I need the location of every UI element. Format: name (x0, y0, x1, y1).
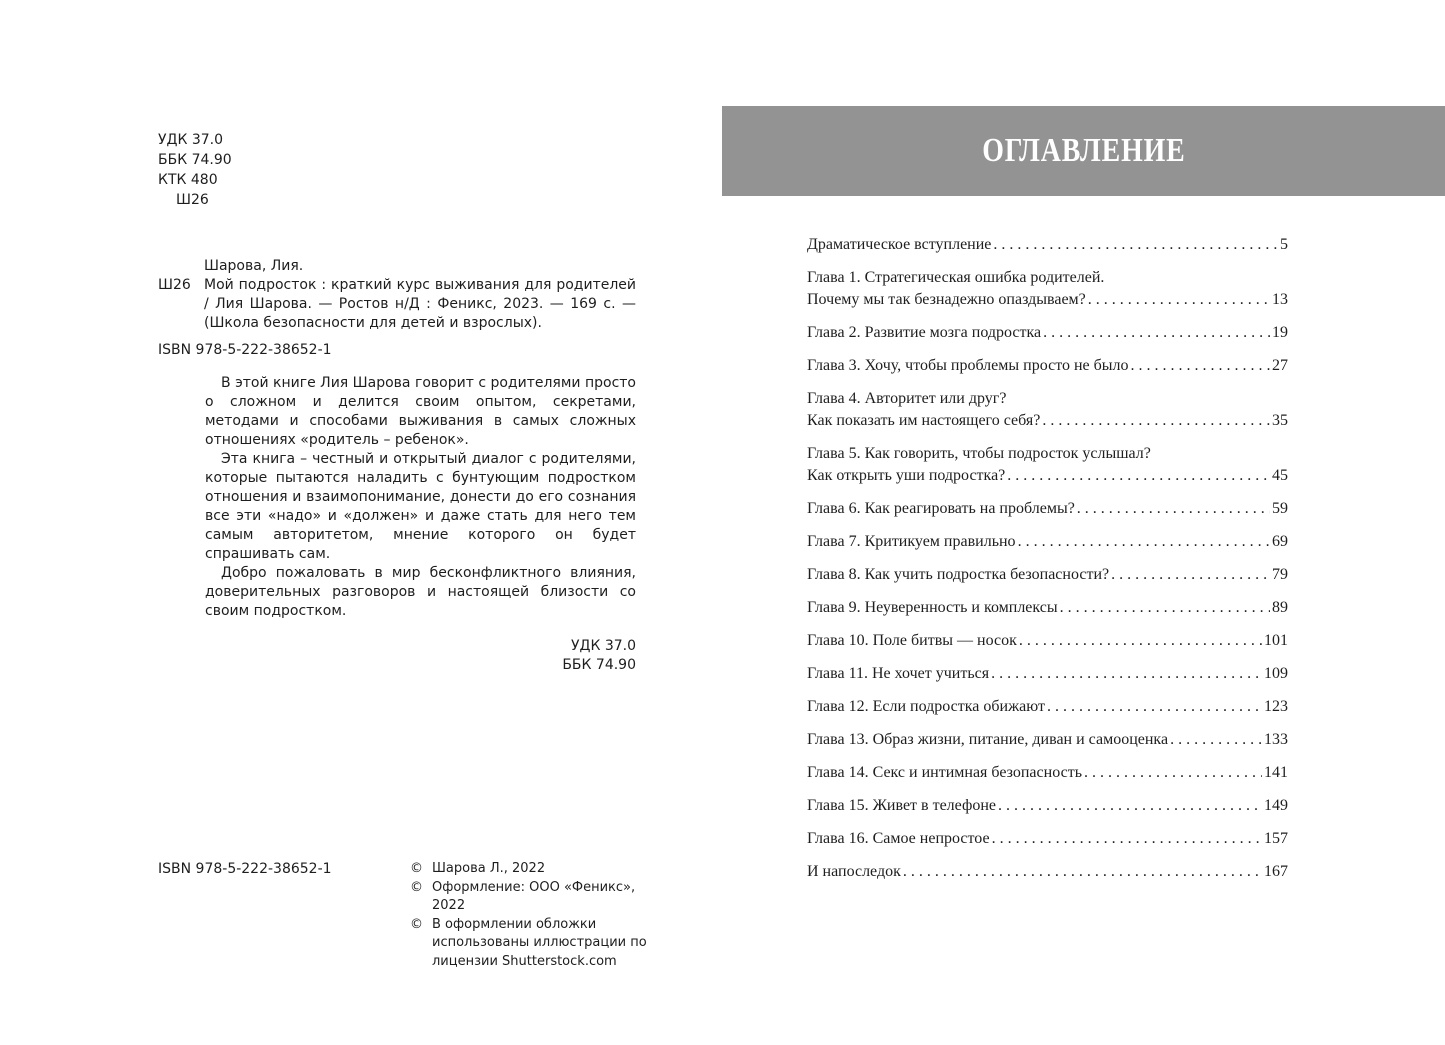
toc-entry[interactable] (807, 729, 1288, 751)
toc-entry-title: Глава 12. Если подростка обижают (807, 698, 1045, 715)
toc-entry-title: Глава 7. Критикуем правильно (807, 533, 1016, 550)
toc-dot-leader (1131, 355, 1270, 377)
toc-entry[interactable] (807, 267, 1288, 311)
toc-dot-leader (991, 663, 1262, 685)
toc-dot-leader (1084, 762, 1262, 784)
classification-codes (158, 130, 232, 210)
toc-entry-line (807, 289, 1288, 311)
annotation-udk: УДК 37.0 (570, 638, 636, 654)
toc-dot-leader (992, 828, 1262, 850)
toc-entry-line (807, 465, 1288, 487)
copyright-line (410, 916, 660, 972)
toc-page-number: 149 (1264, 797, 1288, 814)
toc-entry-title: Глава 15. Живет в телефоне (807, 797, 996, 814)
toc-page-number: 45 (1272, 467, 1288, 484)
toc-entry[interactable] (807, 828, 1288, 850)
toc-dot-leader (1077, 498, 1270, 520)
toc-entry-title: Почему мы так безнадежно опаздываем? (807, 291, 1086, 308)
toc-page-number: 141 (1264, 764, 1288, 781)
toc-entry-heading: Глава 5. Как говорить, чтобы подросток услышал? (807, 445, 1151, 462)
toc-page-number: 167 (1264, 863, 1288, 880)
toc-page-number: 133 (1264, 731, 1288, 748)
toc-entry[interactable] (807, 355, 1288, 377)
toc-entry[interactable] (807, 564, 1288, 586)
toc-entry-line (807, 531, 1288, 553)
ktk-code: КТК 480 (158, 172, 218, 188)
toc-page-number: 109 (1264, 665, 1288, 682)
toc-entry-title: Глава 14. Секс и интимная безопасность (807, 764, 1082, 781)
toc-page-number: 13 (1272, 291, 1288, 308)
toc-entry[interactable] (807, 762, 1288, 784)
toc-page-number: 27 (1272, 357, 1288, 374)
toc-entry-line (807, 861, 1288, 883)
annotation (205, 374, 636, 675)
toc-entry-line (807, 322, 1288, 344)
toc-entry[interactable] (807, 795, 1288, 817)
toc-entry-title: Глава 11. Не хочет учиться (807, 665, 990, 682)
toc-dot-leader (1018, 531, 1270, 553)
toc-dot-leader (1043, 322, 1270, 344)
copyright-text: Шарова Л., 2022 (432, 861, 546, 876)
toc-entry-title: Как показать им настоящего себя? (807, 412, 1041, 429)
toc-entry-line (807, 355, 1288, 377)
table-of-contents (807, 234, 1288, 894)
toc-entry-title: Глава 3. Хочу, чтобы проблемы просто не было (807, 357, 1129, 374)
copyright-line (410, 879, 660, 916)
toc-dot-leader (1111, 564, 1270, 586)
toc-entry-line (807, 828, 1288, 850)
toc-page-number: 19 (1272, 324, 1288, 341)
toc-dot-leader (993, 234, 1278, 256)
toc-entry-line (807, 729, 1288, 751)
annotation-paragraph: Добро пожаловать в мир бесконфликтного влияния, доверительных разговоров и настоящей близости со своим подростком. (205, 565, 636, 619)
toc-dot-leader (903, 861, 1262, 883)
toc-page-number: 157 (1264, 830, 1288, 847)
toc-page-number: 101 (1264, 632, 1288, 649)
toc-page-number: 5 (1280, 236, 1288, 253)
toc-page-number: 89 (1272, 599, 1288, 616)
toc-entry-line (807, 762, 1288, 784)
toc-entry-title: Глава 9. Неуверенность и комплексы (807, 599, 1058, 616)
toc-entry-line (807, 410, 1288, 432)
copyright-block (410, 860, 660, 971)
record-entry (158, 276, 636, 333)
copyright-text: В оформлении обложки использованы иллюстрации по лицензии Shutterstock.com (432, 916, 647, 969)
toc-dot-leader (1042, 410, 1270, 432)
annotation-paragraph: В этой книге Лия Шарова говорит с родителями просто о сложном и делится своим опытом, секретами, методами и способами выживания в самых сложных отношениях «родитель – ребенок». (205, 375, 636, 448)
bottom-isbn: ISBN 978-5-222-38652-1 (158, 861, 332, 877)
toc-title: ОГЛАВЛЕНИЕ (981, 132, 1186, 169)
toc-page-number: 79 (1272, 566, 1288, 583)
record-code: Ш26 (158, 277, 191, 293)
toc-entry[interactable] (807, 861, 1288, 883)
toc-entry-line (807, 630, 1288, 652)
copyright-text: Оформление: ООО «Феникс», 2022 (432, 879, 636, 913)
toc-entry-line (807, 564, 1288, 586)
copyright-line (410, 860, 660, 879)
toc-entry[interactable] (807, 696, 1288, 718)
toc-entry-title: Глава 2. Развитие мозга подростка (807, 324, 1042, 341)
toc-dot-leader (1170, 729, 1262, 751)
annotation-paragraph: Эта книга – честный и открытый диалог с родителями, которые пытаются наладить с бунтующим подростком отношения и взаимопонимание, донести до его сознания все эти «надо» и «должен» и даже стать для него тем самым авторитетом, мнение которого он будет спрашивать сам. (205, 451, 636, 562)
toc-entry[interactable] (807, 443, 1288, 487)
record-isbn: ISBN 978-5-222-38652-1 (158, 342, 332, 358)
bibliographic-record (158, 257, 636, 360)
author-sign: Ш26 (176, 192, 209, 208)
toc-entry-title: Глава 6. Как реагировать на проблемы? (807, 500, 1075, 517)
udk-code: УДК 37.0 (158, 132, 224, 148)
toc-dot-leader (1088, 289, 1270, 311)
toc-entry[interactable] (807, 388, 1288, 432)
toc-entry[interactable] (807, 498, 1288, 520)
toc-entry-heading: Глава 4. Авторитет или друг? (807, 390, 1007, 407)
toc-dot-leader (1007, 465, 1270, 487)
bbk-code: ББК 74.90 (158, 152, 232, 168)
toc-entry-title: Глава 13. Образ жизни, питание, диван и самооценка (807, 731, 1169, 748)
toc-entry-line (807, 597, 1288, 619)
toc-entry[interactable] (807, 630, 1288, 652)
annotation-bbk: ББК 74.90 (562, 657, 636, 673)
toc-entry[interactable] (807, 234, 1288, 256)
toc-page-number: 35 (1272, 412, 1288, 429)
toc-entry-title: Глава 10. Поле битвы — носок (807, 632, 1017, 649)
toc-entry-line (807, 234, 1288, 256)
toc-entry-title: И напоследок (807, 863, 901, 880)
author-name: Шарова, Лия. (204, 258, 304, 274)
record-text: Мой подросток : краткий курс выживания для родителей / Лия Шарова. — Ростов н/Д : Феникс, 2023. — 169 с. — (Школа безопасности для детей и взрослых). (204, 277, 636, 331)
toc-entry-line (807, 696, 1288, 718)
toc-page-number: 69 (1272, 533, 1288, 550)
toc-page-number: 123 (1264, 698, 1288, 715)
toc-entry[interactable] (807, 597, 1288, 619)
toc-entry-line (807, 663, 1288, 685)
toc-dot-leader (1047, 696, 1262, 718)
toc-page-number: 59 (1272, 500, 1288, 517)
toc-entry-title: Как открыть уши подростка? (807, 467, 1006, 484)
toc-header-banner (722, 106, 1445, 196)
toc-dot-leader (1019, 630, 1262, 652)
copyright-icon: © (410, 916, 423, 932)
toc-entry[interactable] (807, 322, 1288, 344)
toc-entry[interactable] (807, 663, 1288, 685)
copyright-icon: © (410, 861, 423, 876)
toc-entry-title: Глава 8. Как учить подростка безопасности? (807, 566, 1110, 583)
toc-entry[interactable] (807, 531, 1288, 553)
copyright-icon: © (410, 879, 423, 895)
toc-entry-heading: Глава 1. Стратегическая ошибка родителей. (807, 269, 1105, 286)
annotation-codes (205, 637, 636, 675)
toc-entry-line (807, 795, 1288, 817)
toc-entry-title: Глава 16. Самое непростое (807, 830, 990, 847)
toc-dot-leader (1060, 597, 1270, 619)
toc-entry-line (807, 498, 1288, 520)
toc-dot-leader (998, 795, 1262, 817)
toc-entry-title: Драматическое вступление (807, 236, 992, 253)
